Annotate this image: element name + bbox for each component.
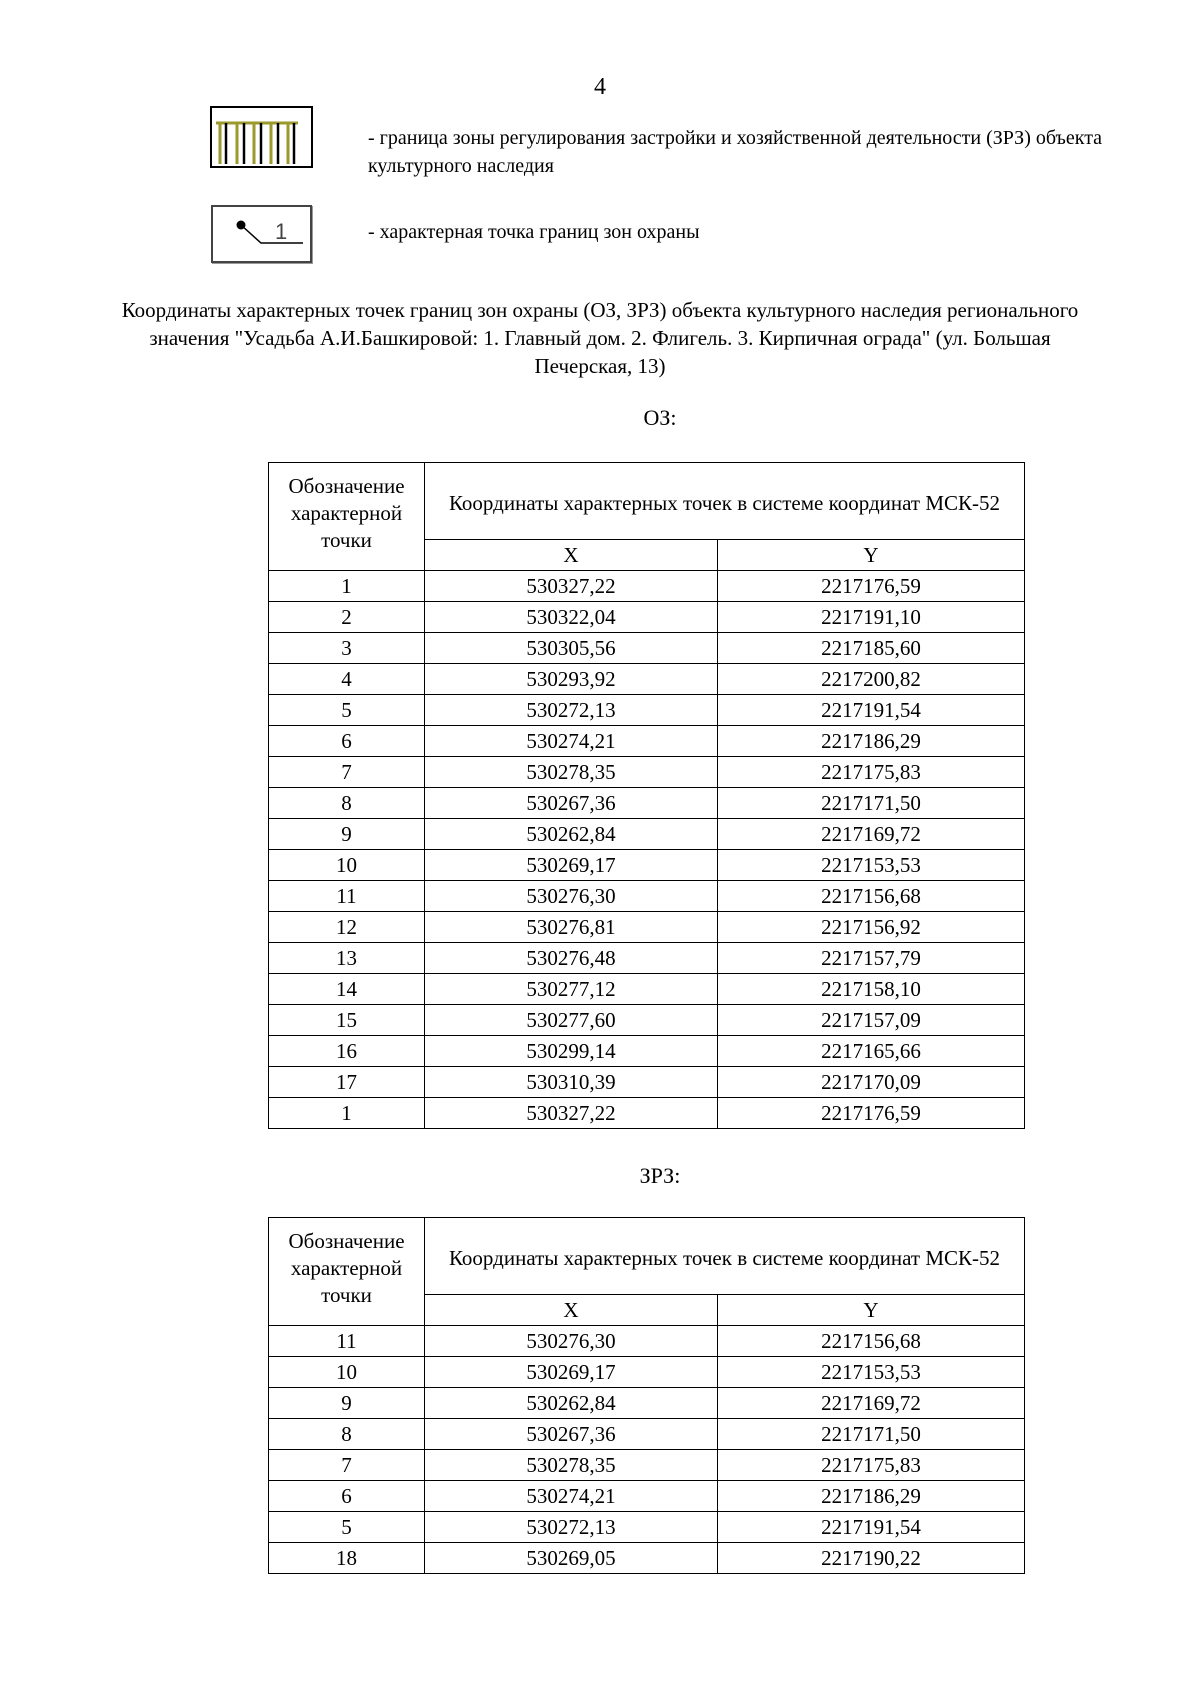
point-cell: 16: [269, 1036, 425, 1067]
y-cell: 2217186,29: [718, 1481, 1025, 1512]
y-cell: 2217170,09: [718, 1067, 1025, 1098]
table-row: [269, 850, 1025, 881]
table-row: [269, 1481, 1025, 1512]
x-cell: 530262,84: [425, 819, 718, 850]
y-cell: 2217157,79: [718, 943, 1025, 974]
table-row: [269, 912, 1025, 943]
x-cell: 530272,13: [425, 695, 718, 726]
table-row: [269, 757, 1025, 788]
characteristic-point-icon: [211, 205, 312, 263]
table-row: [269, 726, 1025, 757]
y-cell: 2217156,68: [718, 1326, 1025, 1357]
y-cell: 2217158,10: [718, 974, 1025, 1005]
point-cell: 13: [269, 943, 425, 974]
point-cell: 17: [269, 1067, 425, 1098]
header-x: X: [425, 540, 718, 571]
point-cell: 14: [269, 974, 425, 1005]
point-cell: 18: [269, 1543, 425, 1574]
table-row: [269, 788, 1025, 819]
table-row: [269, 664, 1025, 695]
point-cell: 9: [269, 1388, 425, 1419]
table-row: [269, 1005, 1025, 1036]
point-cell: 15: [269, 1005, 425, 1036]
table-row: [269, 1388, 1025, 1419]
zrz-coordinates-table: [268, 1217, 1025, 1574]
table-row: [269, 571, 1025, 602]
y-cell: 2217185,60: [718, 633, 1025, 664]
table-row: [269, 1098, 1025, 1129]
x-cell: 530276,48: [425, 943, 718, 974]
x-cell: 530269,17: [425, 1357, 718, 1388]
point-cell: 7: [269, 757, 425, 788]
zrz-boundary-icon: [210, 106, 313, 168]
point-cell: 8: [269, 788, 425, 819]
point-cell: 2: [269, 602, 425, 633]
point-cell: 1: [269, 1098, 425, 1129]
y-cell: 2217153,53: [718, 1357, 1025, 1388]
x-cell: 530278,35: [425, 757, 718, 788]
x-cell: 530269,05: [425, 1543, 718, 1574]
table-row: [269, 1543, 1025, 1574]
y-cell: 2217171,50: [718, 1419, 1025, 1450]
point-cell: 4: [269, 664, 425, 695]
table-row: [269, 1036, 1025, 1067]
table-row: [269, 881, 1025, 912]
document-title: Координаты характерных точек границ зон охраны (ОЗ, ЗРЗ) объекта культурного наследия регионального значения "Усадьба А.И.Башкировой: 1. Главный дом. 2. Флигель. 3. Кирпичная ограда" (ул. Большая Печерская, 13): [121, 298, 1079, 378]
table-row: [269, 943, 1025, 974]
x-cell: 530305,56: [425, 633, 718, 664]
oz-section-label: ОЗ:: [643, 405, 677, 430]
table-row: [269, 695, 1025, 726]
x-cell: 530276,81: [425, 912, 718, 943]
x-cell: 530274,21: [425, 726, 718, 757]
point-cell: 12: [269, 912, 425, 943]
x-cell: 530278,35: [425, 1450, 718, 1481]
header-x: X: [425, 1295, 718, 1326]
header-point: Обозначение характерной точки: [269, 1218, 425, 1326]
table-row: [269, 1326, 1025, 1357]
x-cell: 530274,21: [425, 1481, 718, 1512]
x-cell: 530269,17: [425, 850, 718, 881]
y-cell: 2217171,50: [718, 788, 1025, 819]
table-row: [269, 819, 1025, 850]
point-cell: 11: [269, 881, 425, 912]
y-cell: 2217156,68: [718, 881, 1025, 912]
point-cell: 3: [269, 633, 425, 664]
table-row: [269, 602, 1025, 633]
y-cell: 2217165,66: [718, 1036, 1025, 1067]
point-cell: 9: [269, 819, 425, 850]
y-cell: 2217186,29: [718, 726, 1025, 757]
y-cell: 2217157,09: [718, 1005, 1025, 1036]
table-row: [269, 1067, 1025, 1098]
x-cell: 530272,13: [425, 1512, 718, 1543]
point-cell: 10: [269, 850, 425, 881]
y-cell: 2217153,53: [718, 850, 1025, 881]
page-number: 4: [594, 74, 606, 100]
header-y: Y: [718, 1295, 1025, 1326]
y-cell: 2217200,82: [718, 664, 1025, 695]
x-cell: 530277,12: [425, 974, 718, 1005]
table-row: [269, 1450, 1025, 1481]
x-cell: 530310,39: [425, 1067, 718, 1098]
point-cell: 5: [269, 1512, 425, 1543]
x-cell: 530262,84: [425, 1388, 718, 1419]
y-cell: 2217169,72: [718, 819, 1025, 850]
table-row: [269, 974, 1025, 1005]
point-icon-label: 1: [275, 219, 288, 244]
legend-point-text: - характерная точка границ зон охраны: [368, 221, 700, 243]
point-cell: 6: [269, 1481, 425, 1512]
point-cell: 11: [269, 1326, 425, 1357]
point-cell: 1: [269, 571, 425, 602]
oz-coordinates-table: [268, 462, 1025, 1129]
x-cell: 530299,14: [425, 1036, 718, 1067]
zrz-section-label: ЗРЗ:: [639, 1163, 681, 1188]
y-cell: 2217176,59: [718, 571, 1025, 602]
header-y: Y: [718, 540, 1025, 571]
table-row: [269, 1419, 1025, 1450]
x-cell: 530293,92: [425, 664, 718, 695]
legend-zrz-text: - граница зоны регулирования застройки и хозяйственной деятельности (ЗРЗ) объекта культурного наследия: [368, 127, 1103, 177]
y-cell: 2217176,59: [718, 1098, 1025, 1129]
table-row: [269, 1357, 1025, 1388]
point-cell: 7: [269, 1450, 425, 1481]
y-cell: 2217190,22: [718, 1543, 1025, 1574]
header-coords: Координаты характерных точек в системе координат МСК-52: [425, 1218, 1025, 1295]
y-cell: 2217175,83: [718, 1450, 1025, 1481]
x-cell: 530327,22: [425, 1098, 718, 1129]
table-row: [269, 1512, 1025, 1543]
y-cell: 2217191,10: [718, 602, 1025, 633]
x-cell: 530267,36: [425, 788, 718, 819]
x-cell: 530327,22: [425, 571, 718, 602]
y-cell: 2217191,54: [718, 695, 1025, 726]
header-coords: Координаты характерных точек в системе координат МСК-52: [425, 463, 1025, 540]
y-cell: 2217175,83: [718, 757, 1025, 788]
x-cell: 530322,04: [425, 602, 718, 633]
y-cell: 2217156,92: [718, 912, 1025, 943]
point-cell: 6: [269, 726, 425, 757]
x-cell: 530276,30: [425, 881, 718, 912]
header-point: Обозначение характерной точки: [269, 463, 425, 571]
table-row: [269, 633, 1025, 664]
point-cell: 8: [269, 1419, 425, 1450]
y-cell: 2217169,72: [718, 1388, 1025, 1419]
x-cell: 530277,60: [425, 1005, 718, 1036]
x-cell: 530267,36: [425, 1419, 718, 1450]
point-cell: 5: [269, 695, 425, 726]
y-cell: 2217191,54: [718, 1512, 1025, 1543]
point-cell: 10: [269, 1357, 425, 1388]
x-cell: 530276,30: [425, 1326, 718, 1357]
